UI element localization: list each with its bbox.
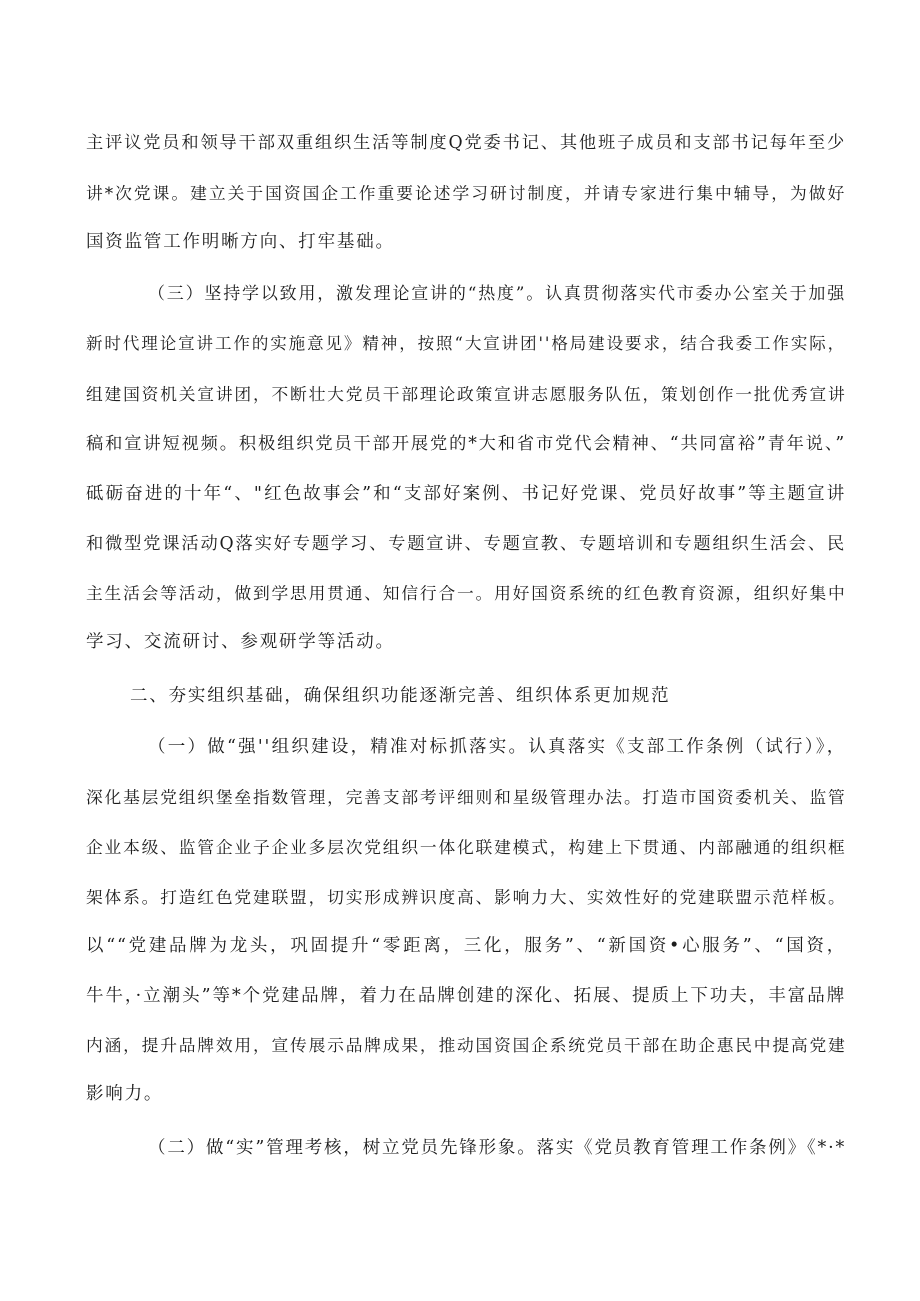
paragraph-line: 内涵，提升品牌效用，宣传展示品牌成果，推动国资国企系统党员干部在助企惠民中提高党建 (86, 1035, 847, 1055)
section-heading: 二、夯实组织基础，确保组织功能逐渐完善、组织体系更加规范 (130, 686, 671, 706)
paragraph-line: 组建国资机关宣讲团，不断壮大党员干部理论政策宣讲志愿服务队伍，策划创作一批优秀宣讲 (86, 384, 847, 404)
paragraph-line: 和微型党课活动Q落实好专题学习、专题宣讲、专题宣教、专题培训和专题组织生活会、民 (86, 534, 846, 554)
paragraph-line: 主评议党员和领导干部双重组织生活等制度Q党委书记、其他班子成员和支部书记每年至少 (86, 133, 846, 153)
paragraph-line: 学习、交流研讨、参观研学等活动。 (86, 632, 395, 652)
paragraph-line: 主生活会等活动，做到学思用贯通、知信行合一。用好国资系统的红色教育资源，组织好集中 (86, 583, 847, 603)
paragraph-line: 影响力。 (86, 1084, 164, 1104)
paragraph-line: 以““党建品牌为龙头，巩固提升“零距离，三化，服务”、“新国资•心服务”、“国资， (86, 936, 846, 956)
paragraph-line: 稿和宣讲短视频。积极组织党员干部开展党的*大和省市党代会精神、“共同富裕”青年说、” (86, 434, 846, 454)
paragraph-line: 讲*次党课。建立关于国资国企工作重要论述学习研讨制度，并请专家进行集中辅导，为做好 (86, 183, 846, 203)
paragraph-line: 牛牛，·立潮头”等*个党建品牌，着力在品牌创建的深化、拓展、提质上下功夫，丰富品牌 (86, 986, 846, 1006)
paragraph-line: 国资监管工作明晰方向、打牢基础。 (86, 232, 395, 252)
paragraph-line: 架体系。打造红色党建联盟，切实形成辨识度高、影响力大、实效性好的党建联盟示范样板。 (86, 887, 847, 907)
paragraph-line: （二）做“实”管理考核，树立党员先锋形象。落实《党员教育管理工作条例》《*·* (148, 1138, 846, 1158)
paragraph-line: （三）坚持学以致用，激发理论宣讲的“热度”。认真贯彻落实代市委办公室关于加强 (148, 284, 846, 304)
paragraph-line: 砥砺奋进的十年“、"红色故事会”和“支部好案例、书记好党课、党员好故事”等主题宣讲 (86, 484, 846, 504)
paragraph-line: （一）做“强''组织建设，精准对标抓落实。认真落实《支部工作条例（试行）》， (148, 737, 846, 757)
paragraph-line: 新时代理论宣讲工作的实施意见》精神，按照“大宣讲团''格局建设要求，结合我委工作实际， (86, 334, 846, 353)
paragraph-line: 企业本级、监管企业子企业多层次党组织一体化联建模式，构建上下贯通、内部融通的组织框 (86, 837, 847, 857)
paragraph-line: 深化基层党组织堡垒指数管理，完善支部考评细则和星级管理办法。打造市国资委机关、监管 (86, 787, 847, 807)
